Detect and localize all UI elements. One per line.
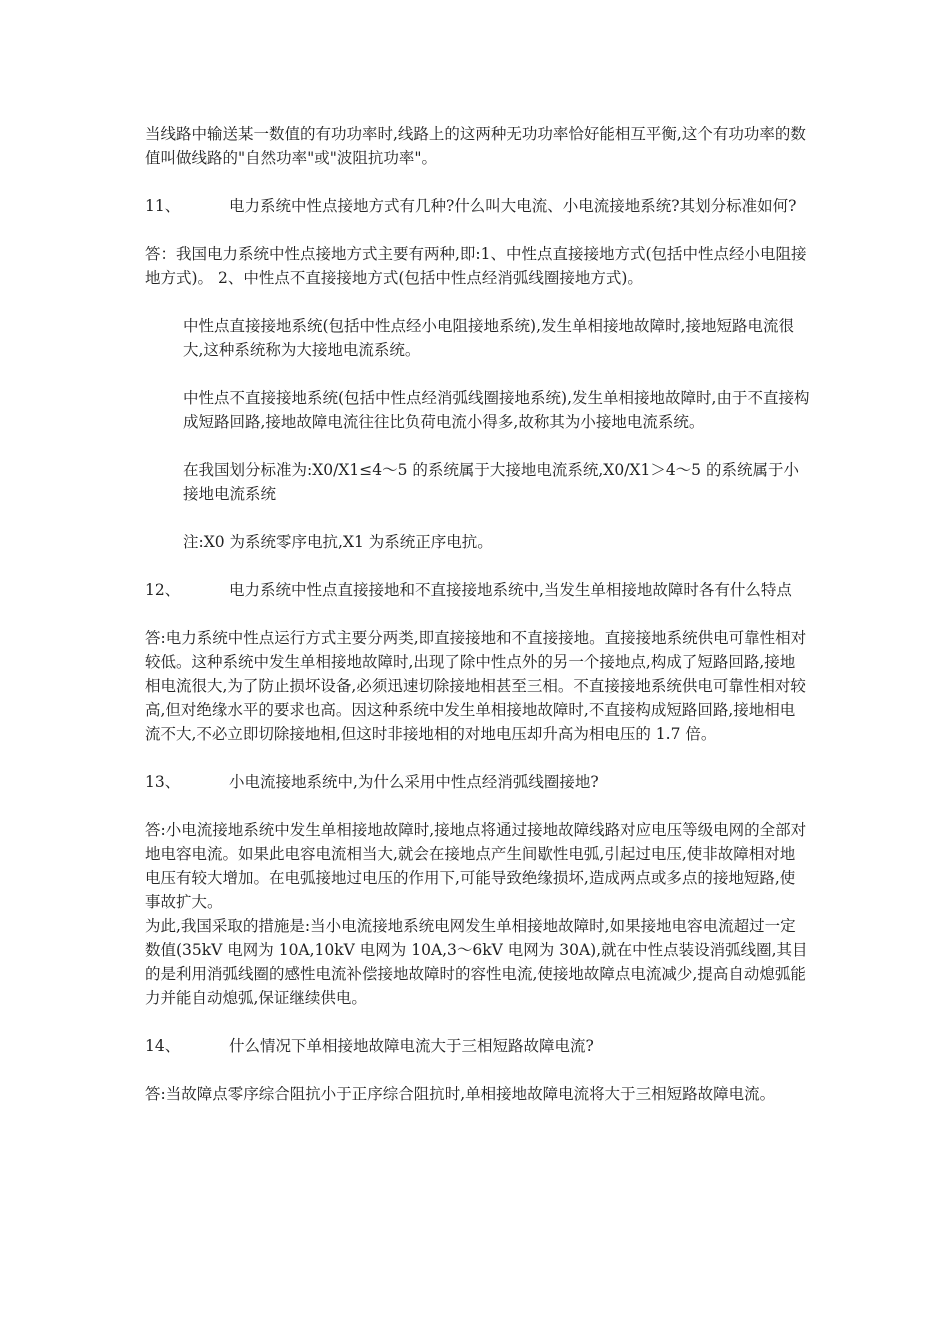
question-text: 电力系统中性点直接接地和不直接接地系统中,当发生单相接地故障时各有什么特点 [229, 581, 792, 599]
question-number: 11、 [145, 197, 181, 215]
answer-11-paragraph-2: 中性点不直接接地系统(包括中性点经消弧线圈接地系统),发生单相接地故障时,由于不直接构成短路回路,接地故障电流往往比负荷电流小得多,故称其为小接地电流系统。 [183, 389, 810, 431]
question-11 [145, 194, 810, 218]
question-12 [145, 578, 810, 602]
document-body [145, 122, 810, 1106]
answer-12: 答:电力系统中性点运行方式主要分两类,即直接接地和不直接接地。直接接地系统供电可靠性相对较低。这种系统中发生单相接地故障时,出现了除中性点外的另一个接地点,构成了短路回路,接地相电流很大,为了防止损坏设备,必须迅速切除接地相甚至三相。不直接接地系统供电可靠性相对较高,但对绝缘水平的要求也高。因这种系统中发生单相接地故障时,不直接构成短路回路,接地相电流不大,不必立即切除接地相,但这时非接地相的对地电压却升高为相电压的 1.7 倍。 [145, 629, 807, 743]
question-number: 13、 [145, 773, 181, 791]
answer-13-paragraph-1: 为此,我国采取的措施是:当小电流接地系统电网发生单相接地故障时,如果接地电容电流超过一定数值(35kV 电网为 10A,10kV 电网为 10A,3～6kV 电网为 30A),就在中性点装设消弧线圈,其目的是利用消弧线圈的感性电流补偿接地故障时的容性电流,使接地故障点电流减少,提高自动熄弧能力并能自动熄弧,保证继续供电。 [145, 917, 808, 1007]
question-text: 电力系统中性点接地方式有几种?什么叫大电流、小电流接地系统?其划分标准如何? [229, 197, 797, 215]
question-13 [145, 770, 810, 794]
question-number: 12、 [145, 581, 181, 599]
question-text: 什么情况下单相接地故障电流大于三相短路故障电流? [229, 1037, 594, 1055]
question-14 [145, 1034, 810, 1058]
answer-11-paragraph-3: 在我国划分标准为:X0/X1≤4～5 的系统属于大接地电流系统,X0/X1＞4～5 的系统属于小接地电流系统 [183, 461, 799, 503]
answer-14: 答:当故障点零序综合阻抗小于正序综合阻抗时,单相接地故障电流将大于三相短路故障电流。 [145, 1085, 776, 1103]
intro-paragraph: 当线路中输送某一数值的有功功率时,线路上的这两种无功功率恰好能相互平衡,这个有功功率的数值叫做线路的"自然功率"或"波阻抗功率"。 [145, 125, 806, 167]
answer-11-note: 注:X0 为系统零序电抗,X1 为系统正序电抗。 [183, 533, 493, 551]
answer-11: 答：我国电力系统中性点接地方式主要有两种,即:1、中性点直接接地方式(包括中性点经小电阻接地方式)。 2、中性点不直接接地方式(包括中性点经消弧线圈接地方式)。 [145, 245, 807, 287]
question-text: 小电流接地系统中,为什么采用中性点经消弧线圈接地? [229, 773, 599, 791]
answer-13: 答:小电流接地系统中发生单相接地故障时,接地点将通过接地故障线路对应电压等级电网的全部对地电容电流。如果此电容电流相当大,就会在接地点产生间歇性电弧,引起过电压,使非故障相对地电压有较大增加。在电弧接地过电压的作用下,可能导致绝缘损坏,造成两点或多点的接地短路,使事故扩大。 [145, 821, 807, 911]
question-number: 14、 [145, 1037, 181, 1055]
answer-11-paragraph-1: 中性点直接接地系统(包括中性点经小电阻接地系统),发生单相接地故障时,接地短路电流很大,这种系统称为大接地电流系统。 [183, 317, 794, 359]
